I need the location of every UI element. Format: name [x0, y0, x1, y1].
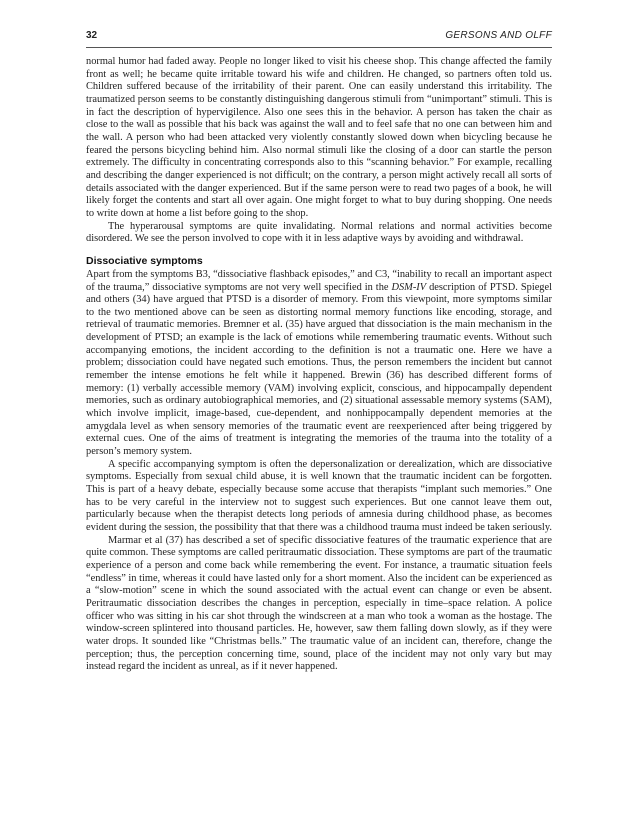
paragraph-dissociation-memory — [86, 269, 552, 459]
paragraph-hypervigilance: normal humor had faded away. People no longer liked to visit his cheese shop. This change affected the family front as well; he became quite irritable toward his wife and children. He changed, so partners often told us. Children suffered because of the irritability of their parent. One can easily understand this irritability. The traumatized person seems to be constantly distinguishing dangerous stimuli from “unimportant” stimuli. This is in fact the description of hypervigilence. Also one sees this in the behavior. A person has taken the chair as close to the wall as possible that his back was against the wall and to feel safe that no one can between him and the wall. A person who had been attacked very violently constantly slowed down when bicycling because he feared the persons bicycling behind him. Also normal stimuli like the closing of a door can startle the person extremely. The difficulty in concentrating corresponds also to this “scanning behavior.” For example, recalling and describing the danger experienced is not difficult; on the contrary, a person might actively recall all sorts of details associated with the danger experienced. But if the same person were to read two pages of a book, he will likely forget the contents and start all over again. One might forget to what to buy during shopping. One needs to write down at home a list before going to the shop. — [86, 56, 552, 219]
page-number: 32 — [86, 30, 98, 41]
running-head: GERSONS AND OLFF — [445, 30, 552, 41]
paragraph-text: Apart from the symptoms B3, “dissociative flashback episodes,” and C3, “inability to recall an important aspect of the trauma,” dissociative symptoms are not very well specified in the — [86, 268, 552, 293]
body-text — [86, 56, 552, 674]
paragraph-peritraumatic: Marmar et al (37) has described a set of specific dissociative features of the traumatic experience that are quite common. These symptoms are called peritraumatic dissociation. These symptoms are part of the traumatic experience of a person and come back while remembering the event. For instance, a traumatic situation feels “endless” in time, whereas it could have lasted only for a short moment. Also the incident can be experienced as a “slow-motion” scene in which the sound associated with the actual event can change or even be absent. Peritraumatic dissociation describes the changes in perception, especially in time–space relation. A police officer who was sitting in his car shot through the windscreen at a man who took a woman as the hostage. The window-screen splintered into thousand particles. He, however, saw them falling down slowly, as if they were water drops. It sounded like “Christmas bells.” The traumatic value of an incident can, therefore, change the perception; thus, the perception concerning time, sound, place of the incident may not only vary but may instead regard the incident as unreal, as if it never happened. — [86, 534, 552, 673]
page-header — [86, 30, 552, 46]
paragraph-hyperarousal: The hyperarousal symptoms are quite invalidating. Normal relations and normal activities become disordered. We see the person involved to cope with it in less adaptive ways by avoiding and withdrawal. — [86, 220, 552, 245]
paragraph-text: description of PTSD. Spiegel and others (34) have argued that PTSD is a disorder of memory. From this viewpoint, more symptoms similar to the two mentioned above can be seen as distorting normal memory functions like encoding, storage, and retrieval of traumatic memories. Bremner et al. (35) have argued that dissociation is the main mechanism in the development of PTSD; an example is the lack of emotions while remembering traumatic events. Without such accompanying emotions, the incident according to the definition is not a traumatic one. Here we have a problem; dissociation could have negated such emotions. Thus, the person remembers the incident but cannot remember the intense emotions he felt while it happened. Brewin (36) has described different forms of memory: (1) verbally accessible memory (VAM) involving explicit, conscious, and hippocampally dependent memories, such as ordinary autobiographical memories, and (2) situational assessable memory systems (SAM), which involve implicit, image-based, cue-dependent, and nonhippocampally dependent memories at the amygdala level as when sensory memories of the traumatic event are reexperienced after being triggered by external cues. One of the aims of treatment is integrating the memories of the trauma into the totality of a person’s memory system. — [86, 281, 553, 458]
section-heading: Dissociative symptoms — [86, 254, 203, 267]
dsm-iv-italic: DSM-IV — [391, 281, 427, 293]
paragraph-depersonalization: A specific accompanying symptom is often the depersonalization or derealization, which are dissociative symptoms. Especially from sexual child abuse, it is well known that the traumatic incident can be forgotten. This is part of a heavy debate, especially because some accuse that therapists “implant such memories.” One has to be very careful in the interview not to suggest such experiences. But one cannot leave them out, particularly because when the therapist detects long periods of amnesia during childhood phase, as becomes evident during the session, the possibility that that there was a childhood trauma must indeed be taken seriously. — [86, 458, 552, 533]
header-rule — [86, 47, 552, 48]
